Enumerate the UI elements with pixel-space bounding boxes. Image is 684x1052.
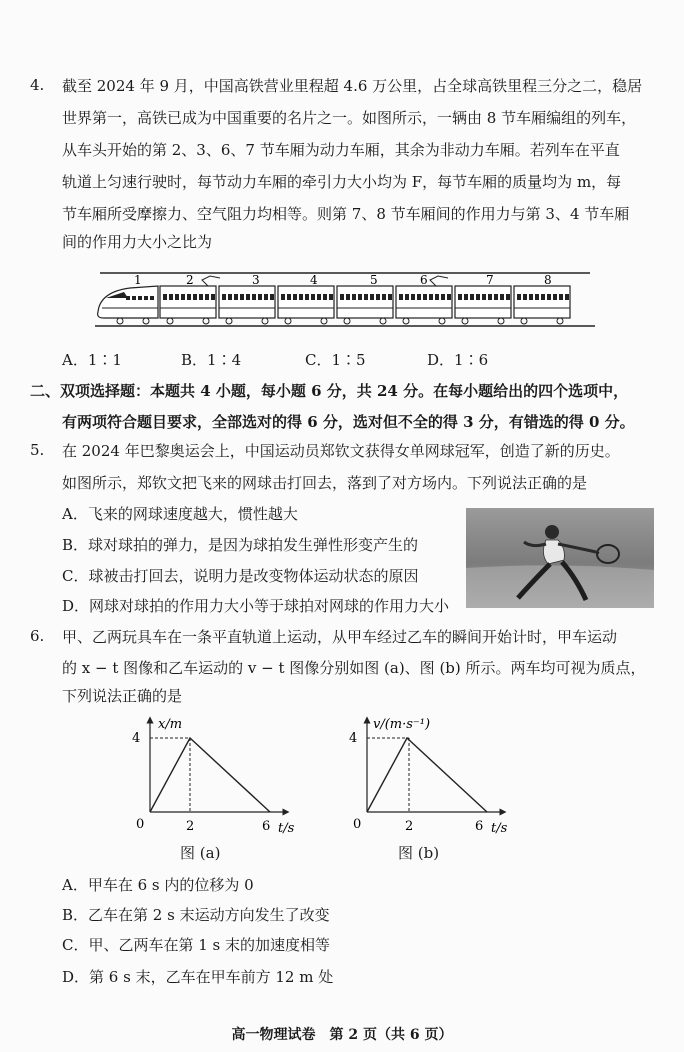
train-label-1: 1 — [134, 273, 142, 287]
train-car-3 — [219, 286, 275, 324]
q4-number: 4. — [30, 76, 45, 94]
train-label-4: 4 — [310, 273, 318, 287]
graph-b-ylabel: v/(m·s⁻¹) — [373, 717, 431, 732]
train-car-5 — [337, 286, 393, 324]
q4-option-d[interactable]: D．1∶6 — [427, 351, 489, 369]
q6-line-3: 下列说法正确的是 — [62, 687, 183, 705]
q6-option-d[interactable]: D．第 6 s 末，乙车在甲车前方 12 m 处 — [62, 968, 334, 986]
section2-heading-line-1: 二、双项选择题：本题共 4 小题，每小题 6 分，共 24 分。在每小题给出的四个选项中， — [30, 382, 629, 400]
train-label-3: 3 — [252, 273, 260, 287]
graph-b-line — [367, 738, 487, 812]
graph-a-ytick: 4 — [132, 731, 141, 746]
graph-a-ylabel: x/m — [158, 717, 183, 732]
train-label-6: 6 — [420, 273, 428, 287]
graph-b-ytick: 4 — [349, 731, 358, 746]
train-label-8: 8 — [544, 273, 552, 287]
q6-number: 6. — [30, 627, 45, 645]
graph-b-caption: 图 (b) — [398, 844, 440, 862]
graph-a-xlabel: t/s — [278, 821, 295, 836]
graph-b-xlabel: t/s — [491, 821, 508, 836]
graph-b-xtick-6: 6 — [475, 819, 484, 834]
train-label-5: 5 — [370, 273, 378, 287]
q4-option-b[interactable]: B．1∶4 — [181, 351, 242, 369]
q6-line-2: 的 x − t 图像和乙车运动的 v − t 图像分别如图 (a)、图 (b) 所示。两车均可视为质点， — [62, 659, 646, 677]
graph-a-xtick-6: 6 — [262, 819, 271, 834]
q4-line-2: 世界第一，高铁已成为中国重要的名片之一。如图所示，一辆由 8 节车厢编组的列车， — [62, 109, 637, 127]
section2-heading-line-2: 有两项符合题目要求，全部选对的得 6 分，选对但不全的得 3 分，有错选的得 0 分。 — [62, 413, 635, 431]
train-car-2 — [160, 286, 216, 324]
q4-line-5: 节车厢所受摩擦力、空气阻力均相等。则第 7、8 节车厢间的作用力与第 3、4 节车厢 — [62, 205, 630, 223]
q5-option-b[interactable]: B．球对球拍的弹力，是因为球拍发生弹性形变产生的 — [62, 536, 419, 554]
q5-number: 5. — [30, 441, 45, 459]
train-car-7 — [455, 286, 511, 324]
q4-option-a[interactable]: A．1∶1 — [62, 351, 122, 369]
train-label-7: 7 — [486, 273, 494, 287]
q6-option-a[interactable]: A．甲车在 6 s 内的位移为 0 — [62, 876, 254, 894]
graph-a-origin: 0 — [136, 817, 145, 832]
q4-line-1: 截至 2024 年 9 月，中国高铁营业里程超 4.6 万公里，占全球高铁里程三分之二，稳居 — [62, 77, 643, 95]
train-car-6 — [396, 286, 452, 324]
graph-a-xtick-2: 2 — [186, 819, 195, 834]
graph-b-origin: 0 — [353, 817, 362, 832]
q5-line-1: 在 2024 年巴黎奥运会上，中国运动员郑钦文获得女单网球冠军，创造了新的历史。 — [62, 442, 620, 460]
q6-option-c[interactable]: C．甲、乙两车在第 1 s 末的加速度相等 — [62, 936, 331, 954]
q5-option-a[interactable]: A．飞来的网球速度越大，惯性越大 — [62, 505, 298, 523]
train-label-2: 2 — [186, 273, 194, 287]
train-figure — [90, 268, 600, 330]
train-car-4 — [278, 286, 334, 324]
q4-option-c[interactable]: C．1∶5 — [305, 351, 366, 369]
q6-line-1: 甲、乙两玩具车在一条平直轨道上运动，从甲车经过乙车的瞬间开始计时，甲车运动 — [62, 628, 618, 646]
graph-b-xtick-2: 2 — [405, 819, 414, 834]
graph-a-line — [150, 738, 270, 812]
q4-line-4: 轨道上匀速行驶时，每节动力车厢的牵引力大小均为 F，每节车厢的质量均为 m，每 — [62, 173, 622, 191]
q5-option-c[interactable]: C．球被击打回去，说明力是改变物体运动状态的原因 — [62, 567, 419, 585]
q5-line-2: 如图所示，郑钦文把飞来的网球击打回去，落到了对方场内。下列说法正确的是 — [62, 474, 588, 492]
graph-a — [128, 712, 308, 842]
q6-option-b[interactable]: B．乙车在第 2 s 末运动方向发生了改变 — [62, 906, 330, 924]
train-car-8 — [514, 286, 570, 324]
q4-line-3: 从车头开始的第 2、3、6、7 节车厢为动力车厢，其余为非动力车厢。若列车在平直 — [62, 141, 620, 159]
page-footer: 高一物理试卷 第 2 页（共 6 页） — [231, 1027, 453, 1043]
graph-a-caption: 图 (a) — [180, 844, 221, 862]
q4-line-6: 间的作用力大小之比为 — [62, 233, 213, 251]
q5-option-d[interactable]: D．网球对球拍的作用力大小等于球拍对网球的作用力大小 — [62, 597, 450, 615]
graph-b — [345, 712, 525, 842]
tennis-player-photo — [466, 508, 654, 608]
